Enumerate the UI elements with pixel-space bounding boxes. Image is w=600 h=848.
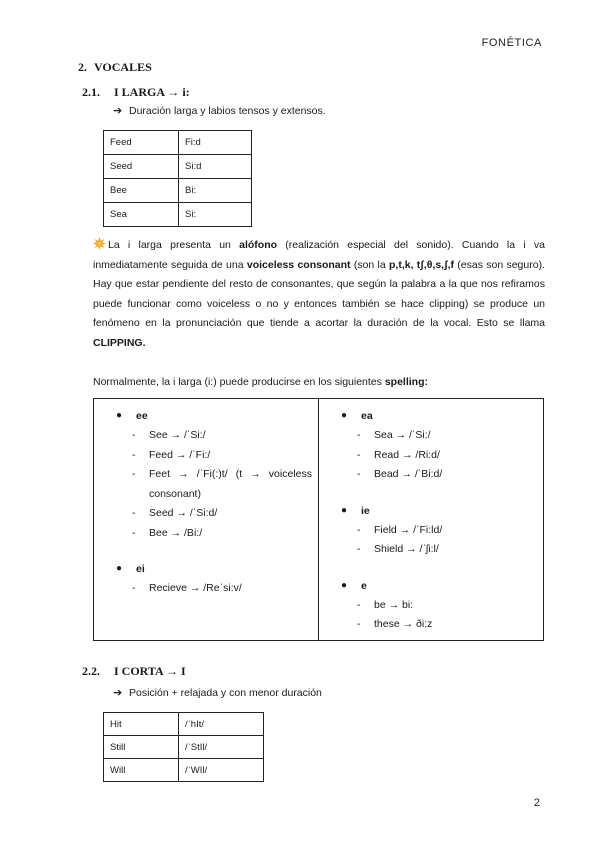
spelling-column-left — [94, 399, 319, 640]
spelling-column-right — [319, 399, 543, 640]
phonetic-cell: Fi:d — [179, 131, 252, 155]
subsection-title: I LARGA → i: — [114, 85, 190, 99]
paragraph-text: Normalmente, la i larga (i:) puede producirse en los siguientes — [93, 376, 385, 388]
arrow-note-i-larga — [113, 104, 326, 117]
spelling-group-e — [319, 576, 543, 635]
bold-term: spelling: — [384, 376, 428, 388]
page-number: 2 — [533, 797, 540, 809]
i-larga-examples-table — [103, 130, 252, 227]
word-cell: Bee — [104, 179, 179, 203]
word-cell: Hit — [104, 713, 179, 736]
arrow-note-i-corta — [113, 686, 322, 699]
bold-term: p,t,k, tʃ,θ,s,ʃ,f — [389, 258, 454, 271]
bullet-icon: ● — [341, 579, 348, 591]
spelling-group-ie — [319, 501, 543, 560]
table-row — [104, 736, 264, 759]
section-heading-vocales — [78, 60, 152, 75]
subsection-number: 2.1. — [82, 85, 100, 99]
phonetic-cell: /ˈhIt/ — [179, 713, 264, 736]
phonetic-cell: /ˈWIl/ — [179, 759, 264, 782]
i-corta-examples-table — [103, 712, 264, 782]
paragraph-text: (esas son seguro). Hay que estar pendiente del resto de consonantes, que según la palabra a la que nos refiramos puede funcionar como voiceless o no y entonces también se hace clipping) se produce un fenómeno en la pronunciación que tiende a acortar la duración de la vocal. Esto se llama — [93, 258, 545, 329]
bullet-icon: ● — [341, 410, 348, 421]
spelling-group-ee — [94, 406, 318, 543]
table-row — [104, 203, 252, 227]
word-cell: Sea — [104, 203, 179, 227]
table-row — [104, 759, 264, 782]
table-row — [104, 179, 252, 203]
right-arrow-icon: ➔ — [113, 105, 123, 117]
list-item: - Feet → /ˈFi(:)t/ (t → voiceless consonant) — [132, 468, 312, 500]
spelling-group-ea — [319, 406, 543, 485]
phonetic-cell: Si: — [179, 203, 252, 227]
list-item: - these → ði:z — [357, 618, 433, 630]
list-item: - Recieve → /Reˈsi:v/ — [132, 582, 242, 594]
list-item: - Read → /Ri:d/ — [357, 448, 440, 461]
bold-term: voiceless consonant — [246, 258, 351, 271]
list-item: - Shield → /ˈʃi:l/ — [357, 543, 439, 555]
word-cell: Feed — [104, 131, 179, 155]
list-item: - Seed → /ˈSi:d/ — [132, 507, 218, 519]
list-item: - Bee → /Bi:/ — [132, 526, 203, 539]
arrow-note-text: Posición + relajada y con menor duración — [129, 687, 322, 699]
spelling-group-ei — [94, 559, 318, 599]
paragraph-text: (realización especial del sonido). Cuando la i va inmediatamente seguida de una — [93, 239, 545, 271]
list-item: - Bead → /ˈBi:d/ — [357, 468, 443, 480]
bold-term: alófono — [239, 239, 278, 251]
group-head: ie — [361, 504, 370, 517]
group-head: ei — [136, 563, 145, 575]
arrow-note-text: Duración larga y labios tensos y extensos. — [129, 105, 326, 117]
subsection-title: I CORTA → I — [114, 664, 186, 678]
phonetic-cell: Bi: — [179, 179, 252, 203]
table-row — [104, 155, 252, 179]
clipping-paragraph — [93, 236, 545, 353]
collision-burst-icon — [93, 237, 106, 250]
table-row — [104, 713, 264, 736]
table-row — [104, 131, 252, 155]
list-item: - Feed → /ˈFi:/ — [132, 448, 211, 461]
subsection-heading-i-corta — [82, 664, 186, 679]
word-cell: Seed — [104, 155, 179, 179]
phonetic-cell: /ˈStIl/ — [179, 736, 264, 759]
bullet-icon: ● — [116, 410, 123, 421]
bullet-icon: ● — [116, 563, 123, 574]
group-head: e — [361, 579, 367, 592]
list-item: - Sea → /ˈSi:/ — [357, 429, 431, 441]
section-number: 2. — [78, 60, 87, 74]
subsection-heading-i-larga — [82, 85, 190, 100]
bold-term: CLIPPING. — [93, 336, 146, 349]
section-title: VOCALES — [94, 60, 152, 74]
list-item: - be → bi: — [357, 598, 414, 611]
list-item: - See → /ˈSi:/ — [132, 429, 206, 441]
group-head: ee — [136, 410, 148, 422]
subsection-number: 2.2. — [82, 664, 100, 678]
word-cell: Will — [104, 759, 179, 782]
bullet-icon: ● — [341, 504, 348, 516]
phonetic-cell: Si:d — [179, 155, 252, 179]
right-arrow-icon: ➔ — [113, 687, 123, 699]
group-head: ea — [361, 410, 373, 422]
spelling-intro-line — [93, 376, 428, 388]
running-head: FONÉTICA — [481, 37, 542, 49]
spelling-table — [93, 398, 544, 641]
list-item: - Field → /ˈFi:ld/ — [357, 523, 443, 536]
paragraph-text: La i larga presenta un — [108, 239, 240, 251]
paragraph-text: (son la — [350, 258, 390, 271]
word-cell: Still — [104, 736, 179, 759]
